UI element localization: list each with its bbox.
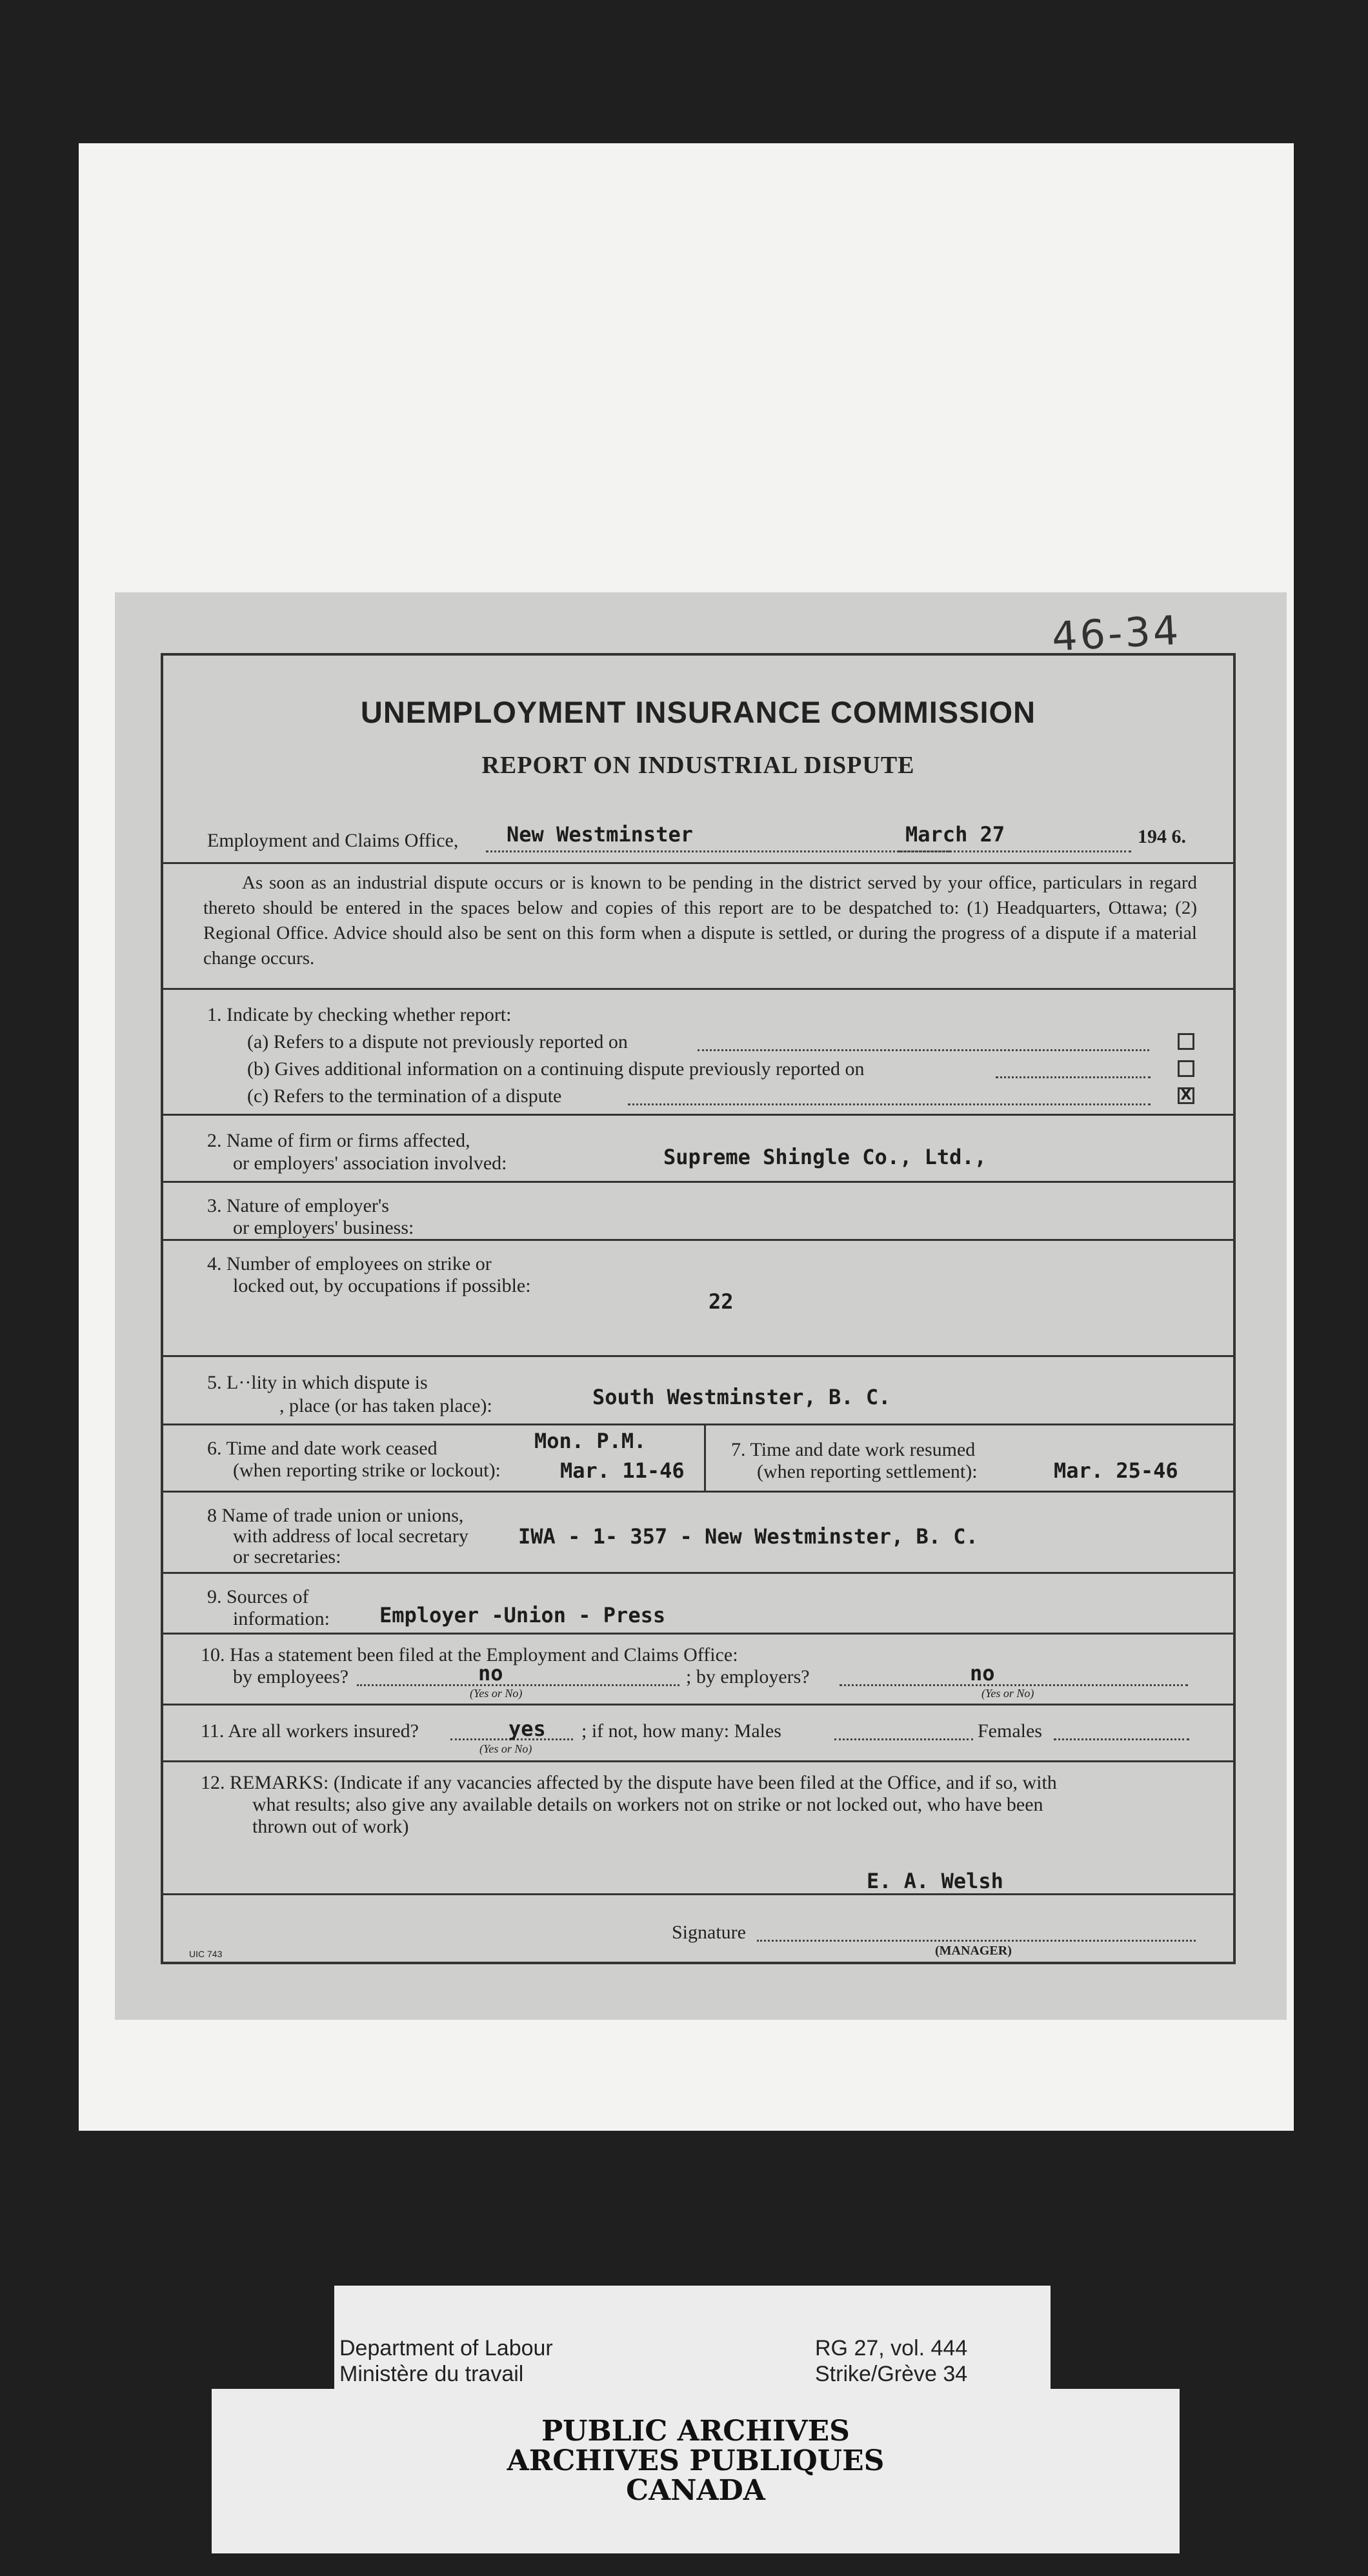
dots [996,1076,1151,1078]
dots [698,1049,1149,1051]
divider [163,1181,1233,1183]
form-code: UIC 743 [189,1949,223,1959]
q10-employees-value[interactable]: no [478,1661,503,1685]
office-value[interactable]: New Westminster [507,822,693,847]
year-value[interactable]: 194 6. [1138,826,1186,847]
q8-label-line2: with address of local secretary [233,1525,468,1547]
q11-females-label: Females [978,1720,1042,1742]
dots [628,1103,1151,1105]
dots [840,1684,1188,1686]
q9-label-line1: 9. Sources of [207,1586,309,1607]
q5-label-line1: 5. L··lity in which dispute is [207,1372,428,1393]
office-dots [486,850,951,852]
dots [834,1738,973,1740]
q2-value[interactable]: Supreme Shingle Co., Ltd., [663,1145,987,1169]
q8-value[interactable]: IWA - 1- 357 - New Westminster, B. C. [518,1524,978,1549]
q1-checkbox-b[interactable] [1178,1060,1194,1077]
archive-dept-fr: Ministère du travail [339,2362,524,2386]
signature-role: (MANAGER) [935,1944,1012,1958]
q7-value[interactable]: Mar. 25-46 [1054,1458,1178,1483]
archive-archives-publiques: ARCHIVES PUBLIQUES [507,2444,885,2477]
q1-checkbox-c[interactable]: X [1178,1087,1194,1104]
date-value[interactable]: March 27 [905,822,1005,847]
q10-employees-label: by employees? [233,1666,349,1687]
office-label: Employment and Claims Office, [207,830,459,851]
divider [163,1760,1233,1762]
q10-employers-value[interactable]: no [970,1661,995,1685]
divider [163,1704,1233,1706]
divider [163,1239,1233,1241]
archive-public-archives: PUBLIC ARCHIVES [541,2415,850,2448]
q6-value-date[interactable]: Mar. 11-46 [560,1458,685,1483]
divider [163,1355,1233,1357]
q11-if-not-label: ; if not, how many: Males [581,1720,781,1742]
q5-value[interactable]: South Westminster, B. C. [592,1385,891,1409]
q1-option-b: (b) Gives additional information on a continuing dispute previously reported on [247,1058,865,1080]
q7-label-line1: 7. Time and date work resumed [731,1439,976,1460]
archive-rg: RG 27, vol. 444 [815,2336,968,2360]
q1-option-c: (c) Refers to the termination of a dispute [247,1085,562,1107]
q12-line3: thrown out of work) [252,1816,409,1837]
q3-label-line1: 3. Nature of employer's [207,1195,389,1216]
divider [163,862,1233,864]
q9-value[interactable]: Employer -Union - Press [379,1603,666,1627]
form-title: UNEMPLOYMENT INSURANCE COMMISSION [360,695,1036,729]
date-dots [899,850,1131,852]
q1-option-a: (a) Refers to a dispute not previously reported on [247,1031,628,1052]
q6-label-line2: (when reporting strike or lockout): [233,1460,501,1481]
q4-label-line2: locked out, by occupations if possible: [233,1275,531,1296]
signature-line[interactable] [757,1940,1196,1942]
q3-label-line2: or employers' business: [233,1217,414,1238]
q8-label-line3: or secretaries: [233,1546,341,1567]
handwritten-ref-number: 46-34 [1051,606,1182,661]
archive-dept-en: Department of Labour [339,2336,553,2360]
q10-employers-label: ; by employers? [686,1666,810,1687]
q2-label-line2: or employers' association involved: [233,1152,507,1174]
archive-strike: Strike/Grève 34 [815,2362,968,2386]
q12-typed-name[interactable]: E. A. Welsh [867,1869,1003,1893]
dots [1054,1738,1189,1740]
q10-hint-employees: (Yes or No) [470,1687,523,1700]
q9-label-line2: information: [233,1608,330,1629]
form-subtitle: REPORT ON INDUSTRIAL DISPUTE [481,752,915,779]
divider [163,988,1233,990]
q6-value-time[interactable]: Mon. P.M. [534,1429,647,1453]
divider [163,1424,1233,1425]
divider [163,1572,1233,1574]
divider [163,1491,1233,1493]
divider [163,1114,1233,1116]
q11-value[interactable]: yes [508,1716,546,1741]
q12-line2: what results; also give any available details on workers not on strike or not locked out, who have been [252,1794,1043,1815]
archive-label [212,2286,1180,2553]
divider [163,1893,1233,1895]
q8-label-line1: 8 Name of trade union or unions, [207,1505,464,1526]
q4-value[interactable]: 22 [709,1289,734,1314]
q1-checkbox-a[interactable] [1178,1033,1194,1050]
dots [357,1684,679,1686]
signature-label: Signature [672,1922,746,1943]
q10-hint-employers: (Yes or No) [981,1687,1034,1700]
q7-label-line2: (when reporting settlement): [757,1461,978,1482]
q6-label-line1: 6. Time and date work ceased [207,1438,438,1459]
report-form [161,653,1236,1964]
q4-label-line1: 4. Number of employees on strike or [207,1253,492,1274]
q10-label: 10. Has a statement been filed at the Employment and Claims Office: [201,1644,738,1665]
divider [163,1633,1233,1635]
q1-label: 1. Indicate by checking whether report: [207,1004,512,1025]
q12-line1: 12. REMARKS: (Indicate if any vacancies affected by the dispute have been filed at the Office, and if so, with [201,1772,1057,1793]
q11-label: 11. Are all workers insured? [201,1720,419,1742]
q2-label-line1: 2. Name of firm or firms affected, [207,1130,470,1151]
instructions-text: As soon as an industrial dispute occurs or is known to be pending in the district served by your office, particulars in regard thereto should be entered in the spaces below and copies of this report are to be despatched to: (1) Headquarters, Ottawa; (2) Regional Office. Advice should also be sent on this form when a dispute is settled, or during the progress of a dispute if a material change occurs. [203,872,1197,969]
q5-label-line2: , place (or has taken place): [279,1395,492,1416]
archive-canada: CANADA [626,2474,765,2507]
divider-vertical [704,1424,706,1491]
q11-hint: (Yes or No) [479,1742,532,1755]
